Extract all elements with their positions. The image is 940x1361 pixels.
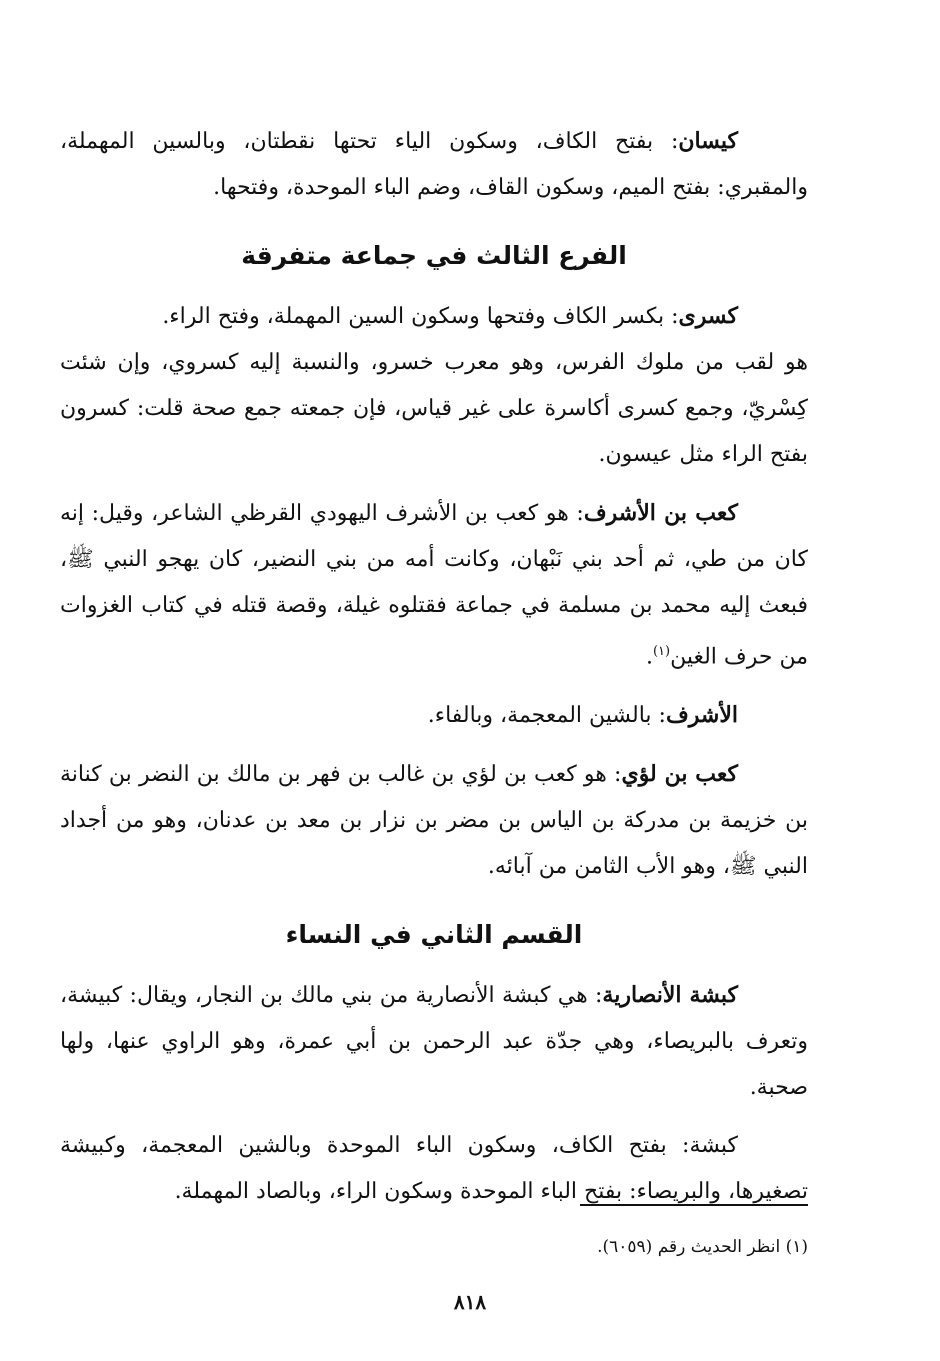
page-number: ٨١٨ — [453, 1290, 487, 1314]
section-heading-women: القسم الثاني في النساء — [285, 920, 583, 950]
entry-kaysan — [60, 118, 808, 211]
entry-term: الأشرف — [665, 702, 738, 729]
footnote-reference[interactable]: (١) — [652, 644, 671, 659]
entry-text: : هي كبشة الأنصارية من بني مالك بن النجار، ويقال: كبيشة، وتعرف بالبريصاء، وهي جدّة عبد الرحمن بن أبي عمرة، وهو الراوي عنها، ولها صحبة. — [60, 983, 808, 1101]
entry-term: كيسان — [678, 128, 738, 154]
entry-term: كعب بن الأشرف — [583, 500, 738, 526]
entry-kabsha-al-ansariyya — [60, 972, 808, 1111]
entry-text: : بكسر الكاف وفتحها وسكون السين المهملة، وفتح الراء. — [162, 304, 679, 329]
entry-term: كعب بن لؤي — [621, 761, 738, 788]
entry-kisra — [60, 293, 808, 340]
entry-kaab-ibn-al-ashraf — [60, 490, 808, 680]
entry-term: كسرى — [678, 303, 738, 329]
entry-term: كبشة الأنصارية — [602, 982, 738, 1009]
entry-kisra-explanation: هو لقب من ملوك الفرس، وهو معرب خسرو، والنسبة إليه كسروي، وإن شئت كِسْريّ، وجمع كسرى أكاسرة على غير قياس، فإن جمعته جمع صحة قلت: كسرون بفتح الراء مثل عيسون. — [60, 350, 808, 467]
entry-kaab-ibn-luayy — [60, 751, 808, 890]
entry-text: : بالشين المعجمة، وبالفاء. — [427, 703, 666, 729]
entry-text: : هو كعب بن لؤي بن غالب بن فهر بن مالك بن النضر بن كنانة بن خزيمة بن مدركة بن الياس بن مضر بن نزار بن معد بن عدنان، وهو من أجداد النبي ﷺ، وهو الأب الثامن من آبائه. — [60, 762, 808, 880]
entry-kabsha-spelling: كبشة: بفتح الكاف، وسكون الباء الموحدة وبالشين المعجمة، وكبيشة تصغيرها، والبريصاء: بفتح الباء الموحدة وسكون الراء، وبالصاد المهملة. — [60, 1133, 808, 1205]
entry-al-ashraf — [60, 692, 808, 739]
footnote-divider — [580, 1204, 808, 1206]
entry-text-end: . — [645, 644, 653, 670]
footnote: (١) انظر الحديث رقم (٦٠٥٩). — [597, 1237, 808, 1257]
entry-text: : بفتح الكاف، وسكون الياء تحتها نقطتان، وبالسين المهملة، والمقبري: بفتح الميم، وسكون القاف، وضم الباء الموحدة، وفتحها. — [60, 129, 808, 200]
page-body — [60, 118, 808, 1227]
entry-text: : هو كعب بن الأشرف اليهودي القرظي الشاعر، وقيل: إنه كان من طي، ثم أحد بني نَبْهان، وكانت أمه من بني النضير، كان يهجو النبي ﷺ، فبعث إليه محمد بن مسلمة في جماعة فقتلوه غيلة، وقصة قتله في كتاب الغزوات من حرف الغين — [60, 501, 808, 670]
section-heading-third-branch: الفرع الثالث في جماعة متفرقة — [241, 241, 627, 270]
